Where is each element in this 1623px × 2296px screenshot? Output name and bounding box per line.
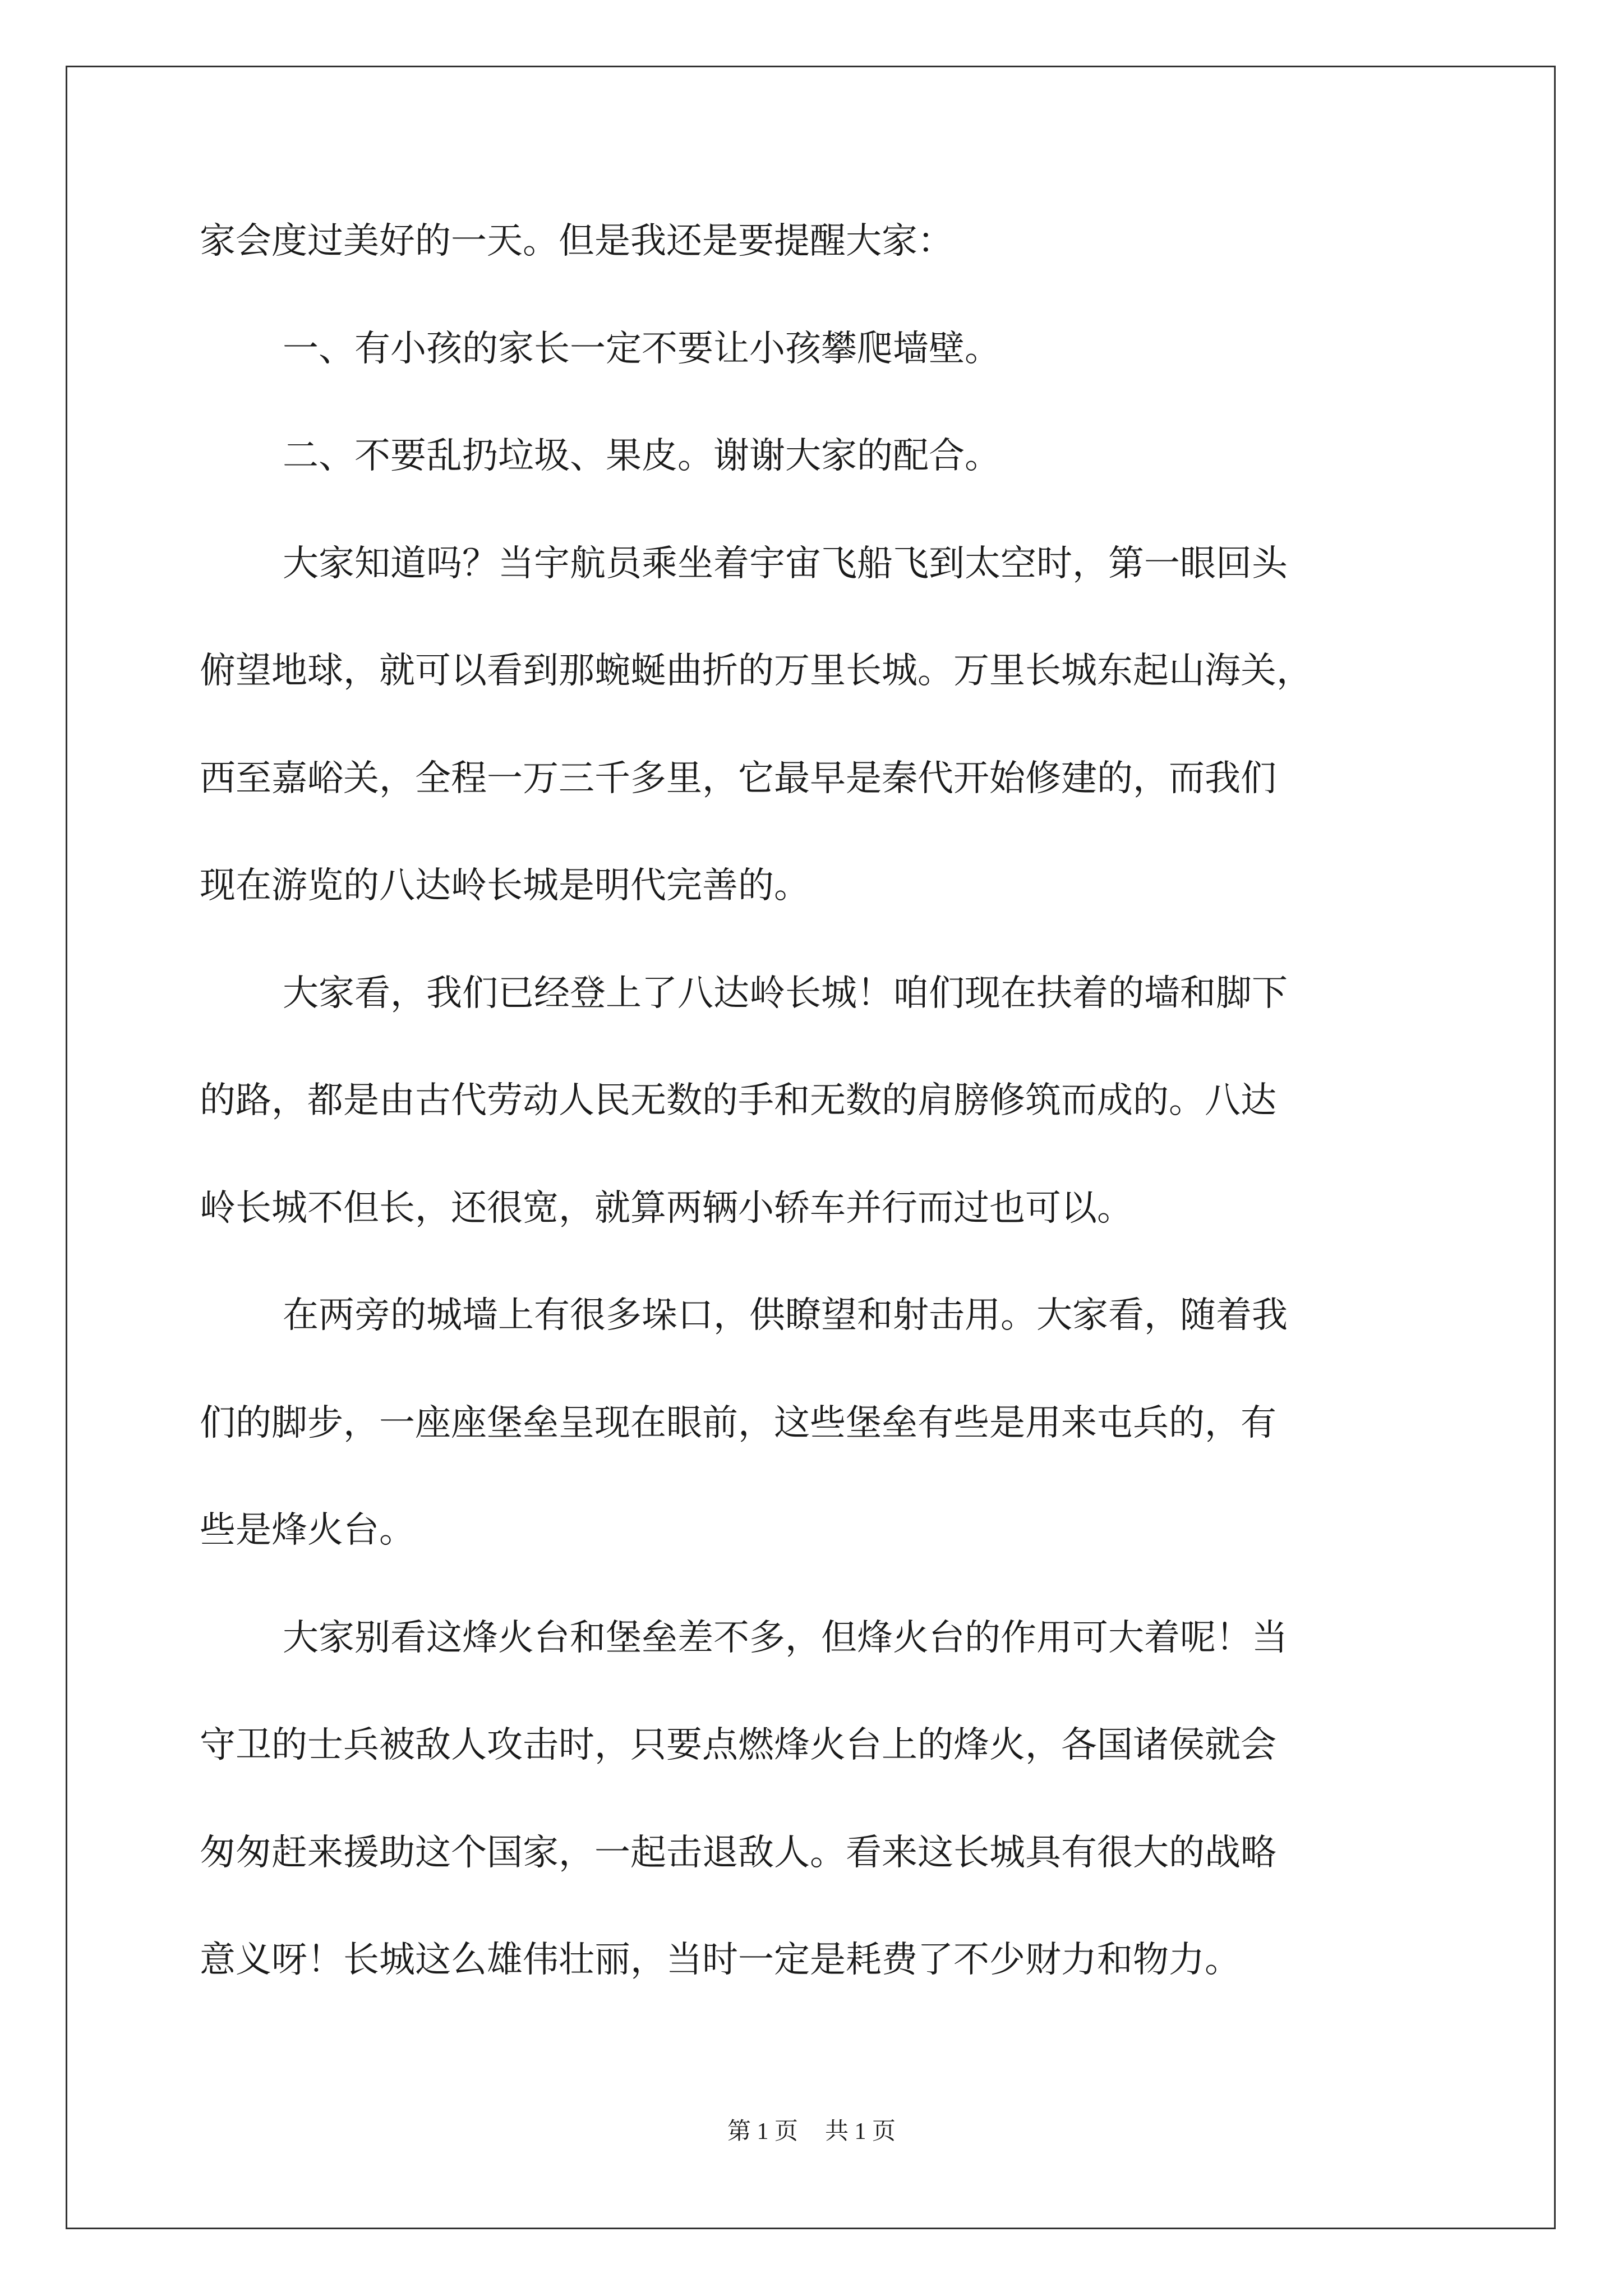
- text-line: 一、有小孩的家长一定不要让小孩攀爬墙壁。: [283, 328, 1000, 370]
- text-line: 些是烽火台。: [200, 1510, 415, 1551]
- text-line: 们的脚步，一座座堡垒呈现在眼前，这些堡垒有些是用来屯兵的，有: [200, 1402, 1276, 1444]
- text-line: 意义呀！长城这么雄伟壮丽，当时一定是耗费了不少财力和物力。: [200, 1939, 1241, 1981]
- text-line: 岭长城不但长，还很宽，就算两辆小轿车并行而过也可以。: [200, 1188, 1133, 1229]
- text-line: 俯望地球，就可以看到那蜿蜒曲折的万里长城。万里长城东起山海关，: [200, 650, 1312, 692]
- text-line: 现在游览的八达岭长城是明代完善的。: [200, 865, 810, 907]
- text-line: 守卫的士兵被敌人攻击时，只要点燃烽火台上的烽火，各国诸侯就会: [200, 1724, 1276, 1766]
- page-number: 第 1 页: [727, 2119, 798, 2145]
- page-footer: [0, 2115, 1623, 2148]
- text-line: 二、不要乱扔垃圾、果皮。谢谢大家的配合。: [283, 435, 1000, 477]
- text-line: 家会度过美好的一天。但是我还是要提醒大家：: [200, 220, 953, 262]
- text-line: 大家看，我们已经登上了八达岭长城！咱们现在扶着的墙和脚下: [283, 973, 1288, 1014]
- text-line: 在两旁的城墙上有很多垛口，供瞭望和射击用。大家看，随着我: [283, 1295, 1288, 1336]
- page-total: 共 1 页: [825, 2119, 896, 2145]
- page-border: [66, 66, 1556, 2229]
- text-line: 大家知道吗？当宇航员乘坐着宇宙飞船飞到太空时，第一眼回头: [283, 543, 1288, 585]
- text-line: 匆匆赶来援助这个国家，一起击退敌人。看来这长城具有很大的战略: [200, 1832, 1276, 1874]
- text-line: 西至嘉峪关，全程一万三千多里，它最早是秦代开始修建的，而我们: [200, 758, 1276, 799]
- text-line: 大家别看这烽火台和堡垒差不多，但烽火台的作用可大着呢！当: [283, 1617, 1288, 1659]
- text-line: 的路，都是由古代劳动人民无数的手和无数的肩膀修筑而成的。八达: [200, 1080, 1276, 1121]
